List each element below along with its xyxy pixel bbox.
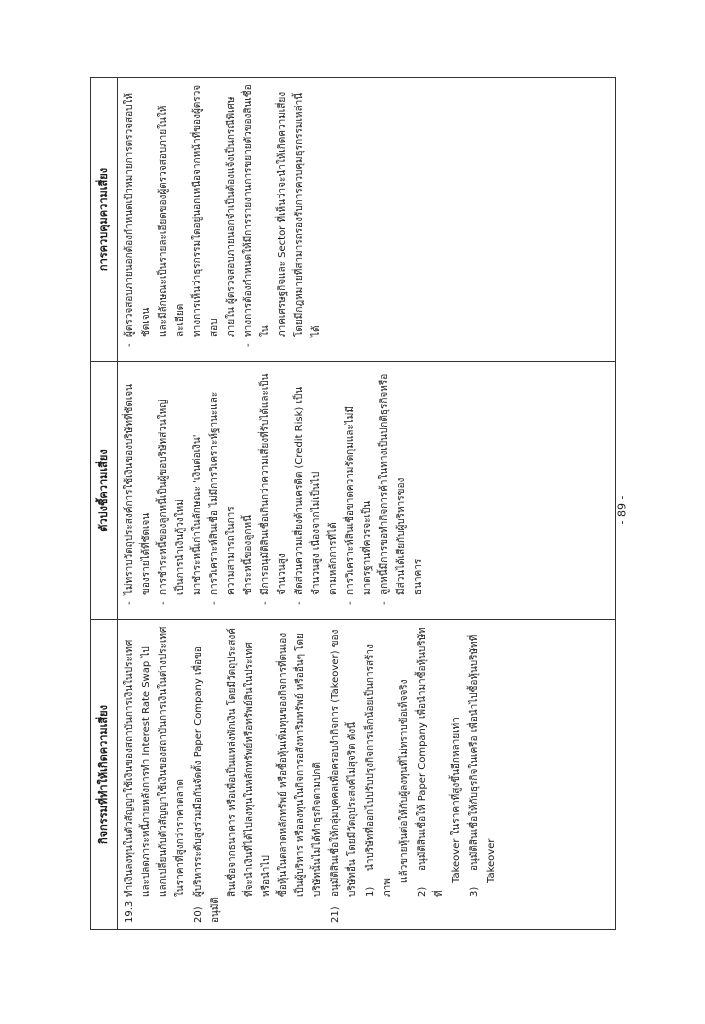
control-item-line: - ผู้ตรวจสอบภายนอกต้องกำหนดเป้าหมายการตรวจสอบให้ชัดเจน	[124, 93, 152, 337]
activity-line: ในราคาที่สูงกว่าราคาตลาด	[175, 779, 186, 897]
activity-text: ทำเงินลงทุนในตัวสัญญาใช้เงินของสถาบันการเงินในประเทศ	[124, 639, 135, 897]
activity-line	[121, 626, 138, 923]
control-item-line: ภาคเศรษฐกิจและ Sector ที่เห็นว่าจะนำให้เกิดความเสี่ยง	[277, 91, 288, 337]
control-item	[240, 84, 325, 345]
indicator-item-line: - การวิเคราะห์สินเชื่อขาดความรัดกุมและไม่มีมาตรฐานที่ควรจะเป็น	[345, 406, 373, 595]
control-list	[121, 84, 325, 355]
activity-line: Takeover	[486, 838, 497, 883]
indicator-item	[121, 368, 155, 603]
activity-number: 19.3	[124, 900, 135, 923]
activity-line	[362, 626, 396, 923]
control-item	[121, 84, 240, 345]
indicator-item-line: ชำระหนี้ของลูกหนี้	[243, 515, 254, 595]
activity-item	[327, 626, 361, 923]
activity-line: แลกเปลี่ยนกับตัวสัญญาใช้เงินของสถาบันการเงินในต่างประเทศ	[158, 626, 169, 897]
indicator-item	[342, 368, 376, 603]
activity-line: เป็นผู้บริหาร หรือลงทุนในกิจการอสังหาริมทรัพย์ หรืออื่นๆ โดย	[295, 633, 306, 897]
indicator-cell	[118, 362, 616, 620]
activity-item	[466, 626, 500, 923]
activity-line: บริษัทนั้นไม่ได้ทำธุรกิจตามปกติ	[312, 762, 323, 897]
control-item-line: โดยมีกฎหมายที่สามารถรองรับการควบคุมธุรกรรมเหล่านี้ได้	[294, 92, 322, 337]
control-item-line: ภายใน ผู้ตรวจสอบภายนอกจำเป็นต้องแจ้งเป็นกรณีพิเศษ	[226, 96, 237, 337]
control-item-line: และมีลักษณะเป็นรายละเอียดของผู้ตรวจสอบภายในให้ละเอียด	[158, 105, 186, 337]
page-number: - 89 -	[615, 495, 629, 525]
activity-number: 20)	[193, 906, 204, 923]
indicator-item	[291, 368, 342, 603]
activity-item	[414, 626, 465, 923]
table-header-row	[91, 78, 118, 930]
rotated-table-container	[90, 78, 616, 930]
activity-line: บริษัทอื่น โดยมีวัตถุประสงค์ไม่สุจริต ดังนี้	[347, 721, 358, 897]
activity-text: อนุมัติสินเชื่อให้กลุ่มบุคคลเพื่อครอบงำกิจการ (Takeover) ของ	[330, 629, 341, 897]
header-risk-indicator: ตัวบ่งชี้ความเสี่ยง	[91, 362, 118, 620]
activity-text: อนุมัติสินเชื่อให้กับธุรกิจในเครือ เพื่อนำไปซื้อหุ้นบริษัทที่	[469, 634, 480, 871]
activity-line: สินเชื่อจากธนาคาร หรือเพื่อเป็นแหล่งพักเงิน โดยมีวัตถุประสงค์	[227, 628, 238, 897]
control-item-line: ทางการเห็นว่าธุรกรรมใดอยู่นอกเหนือจากหน้าที่ของผู้ตรวจสอบ	[192, 84, 220, 337]
activity-text: ผู้บริหารระดับสูงร่วมมือกันจัดตั้ง Paper Company เพื่อขออนุมัติ	[193, 646, 221, 923]
indicator-list	[121, 368, 427, 613]
indicator-item-line: - สัดส่วนความเสี่ยงด้านเครดิต (Credit Risk) เป็นจำนวนสูง เนื่องจากไม่เป็นไป	[294, 386, 322, 595]
activity-line: แล้วขายหุ้นต่อให้กับผู้ลงทุนที่ไม่ทราบข้อเท็จจริง	[399, 679, 410, 883]
activity-text: อนุมัติสินเชื่อให้ Paper Company เพื่อนำมาซื้อหุ้นบริษัทที่	[417, 627, 445, 897]
header-activity: กิจกรรมที่ทำให้เกิดความเสี่ยง	[91, 620, 118, 930]
indicator-item	[155, 368, 206, 603]
activity-line: ที่จะนำเงินที่ได้ไปลงทุนในหลักทรัพย์หรือทรัพย์สินในประเทศ หรือนำไป	[244, 642, 272, 897]
activity-item	[362, 626, 413, 923]
activity-line	[466, 626, 483, 923]
indicator-item-line: - การวิเคราะห์สินเชื่อ ไม่มีการวิเคราะห์ฐานะและความสามารถในการ	[209, 391, 237, 595]
indicator-item-line: ตามหลักการที่ได้	[328, 522, 339, 595]
activity-line: Takeover ในราคาที่สูงขึ้นอีกหลายเท่า	[451, 717, 462, 883]
indicator-item-line: - การชำระหนี้ของลูกหนี้เป็นผู้ขอบริษัทส่วนใหญ่เป็นการนำเงินกู้วงใหม่	[158, 399, 186, 595]
indicator-item	[206, 368, 257, 603]
indicator-item-line: - มีการอนุมัติสินเชื่อเกินกว่าความเสี่ยงที่รับได้และเป็นจำนวนสูง	[260, 373, 288, 595]
activity-line: ซื้อหุ้นในตลาดหลักทรัพย์ หรือซื้อหุ้นเพิ่มทุนของกิจการที่ตนเอง	[278, 632, 289, 897]
activity-line: และปลดภาระหนี้ภายหลังการทำ Interest Rate Swap ไป	[141, 646, 152, 897]
indicator-item-line: ธนาคาร	[413, 558, 424, 595]
activity-text: นำบริษัทที่ออกไปปรับปรุงกิจการเล็กน้อยเป็นการสร้างภาพ	[365, 644, 393, 897]
activity-number: 21)	[330, 906, 341, 923]
activity-item	[190, 626, 326, 923]
activity-item	[121, 626, 189, 923]
indicator-item	[257, 368, 291, 603]
indicator-item-line: - ลูกหนี้มีการขอทำกิจการค้าในทางเป็นปกติธุรกิจหรือมีส่วนได้เสียกับผู้บริหารของ	[379, 373, 407, 595]
indicator-item-line: มาชำระหนี้เก่าในลักษณะ 'เงินต่อเงิน'	[192, 434, 203, 595]
activity-number: 1)	[365, 886, 376, 897]
activity-line	[327, 626, 344, 923]
activity-cell	[118, 620, 616, 930]
activity-number: 3)	[469, 886, 480, 897]
activity-number: 2)	[417, 886, 428, 897]
control-item-line: - ทางการต้องกำหนดให้มีการรายงานการขยายตัวของสินเชื่อใน	[243, 84, 271, 337]
risk-table	[90, 77, 616, 930]
activity-line	[414, 626, 448, 923]
header-risk-control: การควบคุมความเสี่ยง	[91, 78, 118, 362]
activity-line	[190, 626, 224, 923]
table-row	[118, 78, 616, 930]
indicator-item-line: - ไม่ทราบวัตถุประสงค์การใช้เงินของบริษัทที่ชัดเจนของรายได้ที่ชัดเจน	[124, 384, 152, 595]
indicator-item	[376, 368, 427, 603]
control-cell	[118, 78, 616, 362]
